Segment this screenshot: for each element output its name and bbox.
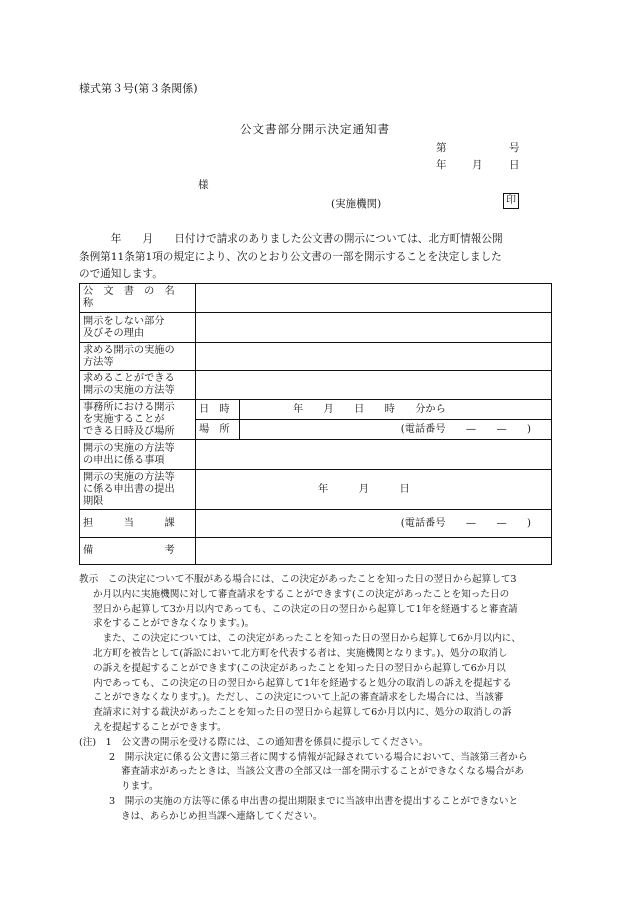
remarks-label: 備 考 <box>80 538 196 565</box>
datetime-sublabel: 日 時 <box>196 400 240 420</box>
label-line: 求めることができる <box>83 373 175 384</box>
body-line: 条例第11条第1項の規定により、次のとおり公文書の一部を開示することを決定しました <box>79 250 502 263</box>
non-disclosed-label <box>80 313 196 343</box>
instruction-line: ことができなくなります。)。ただし、この決定について上記の審査請求をした場合には、当該審 <box>93 692 504 704</box>
date-month-label: 月 <box>472 159 483 171</box>
form-number: 様式第３号(第３条関係) <box>79 82 198 95</box>
notes-section <box>79 573 554 825</box>
note-line: 審査請求があったときは、当該公文書の全部又は一部を開示することができなくなる場合があ <box>121 766 524 778</box>
note-line: 3 開示の実施の方法等に係る申出書の提出期限までに当該申出書を提出することができないと <box>109 795 519 807</box>
document-title: 公文書部分開示決定通知書 <box>240 122 390 136</box>
label-line: に係る申出書の提出 <box>83 483 175 495</box>
table-row <box>80 313 552 343</box>
label-line: できる日時及び場所 <box>83 425 175 437</box>
table-row <box>80 510 552 538</box>
document-name-label: 公 文 書 の 名 称 <box>80 284 196 313</box>
deadline-label <box>80 470 196 510</box>
instruction-line: 求をすることができなくなります。)。 <box>93 618 255 630</box>
body-line: ので通知します。 <box>79 268 163 280</box>
label-line: 期限 <box>83 495 104 507</box>
table-row <box>80 538 552 565</box>
note-line: ります。 <box>121 781 159 793</box>
non-disclosed-value <box>196 313 552 343</box>
staff-value: (電話番号 — — ) <box>196 510 552 538</box>
instruction-line: 翌日から起算して3か月以内であっても、この決定の日の翌日から起算して1年を経過すると審査請 <box>93 603 518 615</box>
instruction-block <box>79 573 554 736</box>
instruction-line: 内であっても、この決定の日の翌日から起算して1年を経過すると処分の取消しの訴えを提起する <box>93 677 512 689</box>
requested-method-value <box>196 343 552 371</box>
table-row <box>80 371 552 400</box>
office-disclosure-label <box>80 400 196 440</box>
label-line: 求める開示の実施の <box>83 344 175 356</box>
place-sublabel: 場 所 <box>196 420 240 440</box>
requested-method-label <box>80 343 196 371</box>
table-row <box>80 440 552 470</box>
body-line: 年 月 日付けで請求のありました公文書の開示については、北方町情報公開 <box>79 233 503 245</box>
date-year-label: 年 <box>436 159 447 171</box>
note-line: (注) 1 公文書の開示を受ける際には、この通知書を係員に提示してください。 <box>79 736 429 748</box>
table-row <box>80 470 552 510</box>
label-line: の申出に係る事項 <box>83 454 165 466</box>
label-line: 開示の実施の方法等 <box>83 442 175 454</box>
staff-label: 担 当 課 <box>80 510 196 538</box>
instruction-line: か月以内に実施機関に対して審査請求をすることができます(この決定があったことを知った日の <box>93 588 510 600</box>
available-method-label <box>80 371 196 400</box>
label-line: 及びその理由 <box>83 327 145 339</box>
notice-body <box>79 231 551 284</box>
place-value: (電話番号 — — ) <box>240 420 552 440</box>
label-line: 開示の実施の方法等 <box>83 385 175 396</box>
date-day-label: 日 <box>509 159 520 171</box>
table-row <box>80 400 552 420</box>
label-line: 開示をしない部分 <box>83 315 165 327</box>
instruction-line: 査請求に対する裁決があったことを知った日の翌日から起算して6か月以内に、処分の取消しの訴 <box>93 707 512 719</box>
label-line: 方法等 <box>83 356 114 368</box>
note-line: きは、あらかじめ担当課へ連絡してください。 <box>121 810 323 822</box>
instruction-line: の訴えを提起することができます(この決定があったことを知った日の翌日から起算して6か月以 <box>93 662 506 674</box>
remarks-value <box>196 538 552 565</box>
method-request-value <box>196 440 552 470</box>
addressee-suffix: 様 <box>198 179 209 191</box>
instruction-line: 北方町を被告として(訴訟において北方町を代表する者は、実施機関となります。)、処分の取消し <box>93 647 508 659</box>
method-request-label <box>80 440 196 470</box>
instruction-line: えを提起することができます。 <box>93 721 227 733</box>
label-line: 開示の実施の方法等 <box>83 471 175 483</box>
table-row <box>80 343 552 371</box>
instruction-line: また、この決定については、この決定があったことを知った日の翌日から起算して6か月以内に、 <box>93 633 521 645</box>
document-name-value <box>196 284 552 313</box>
document-number-label: 第 <box>436 142 447 154</box>
datetime-value: 年 月 日 時 分から <box>240 400 552 420</box>
label-line: 事務所における開示 <box>83 401 175 413</box>
seal-mark: 印 <box>503 193 519 209</box>
document-number-suffix: 号 <box>509 142 520 154</box>
notes-block <box>79 736 554 825</box>
agency-label: (実施機関) <box>331 198 382 210</box>
deadline-value: 年 月 日 <box>196 470 552 510</box>
instruction-line: 教示 この決定について不服がある場合には、この決定があったことを知った日の翌日から起算して3 <box>79 574 517 585</box>
available-method-value <box>196 371 552 400</box>
label-line: を実施することが <box>83 413 165 425</box>
disclosure-table <box>79 283 552 565</box>
table-row <box>80 284 552 313</box>
note-line: 2 開示決定に係る公文書に第三者に関する情報が記録されている場合において、当該第三者から <box>109 751 528 763</box>
